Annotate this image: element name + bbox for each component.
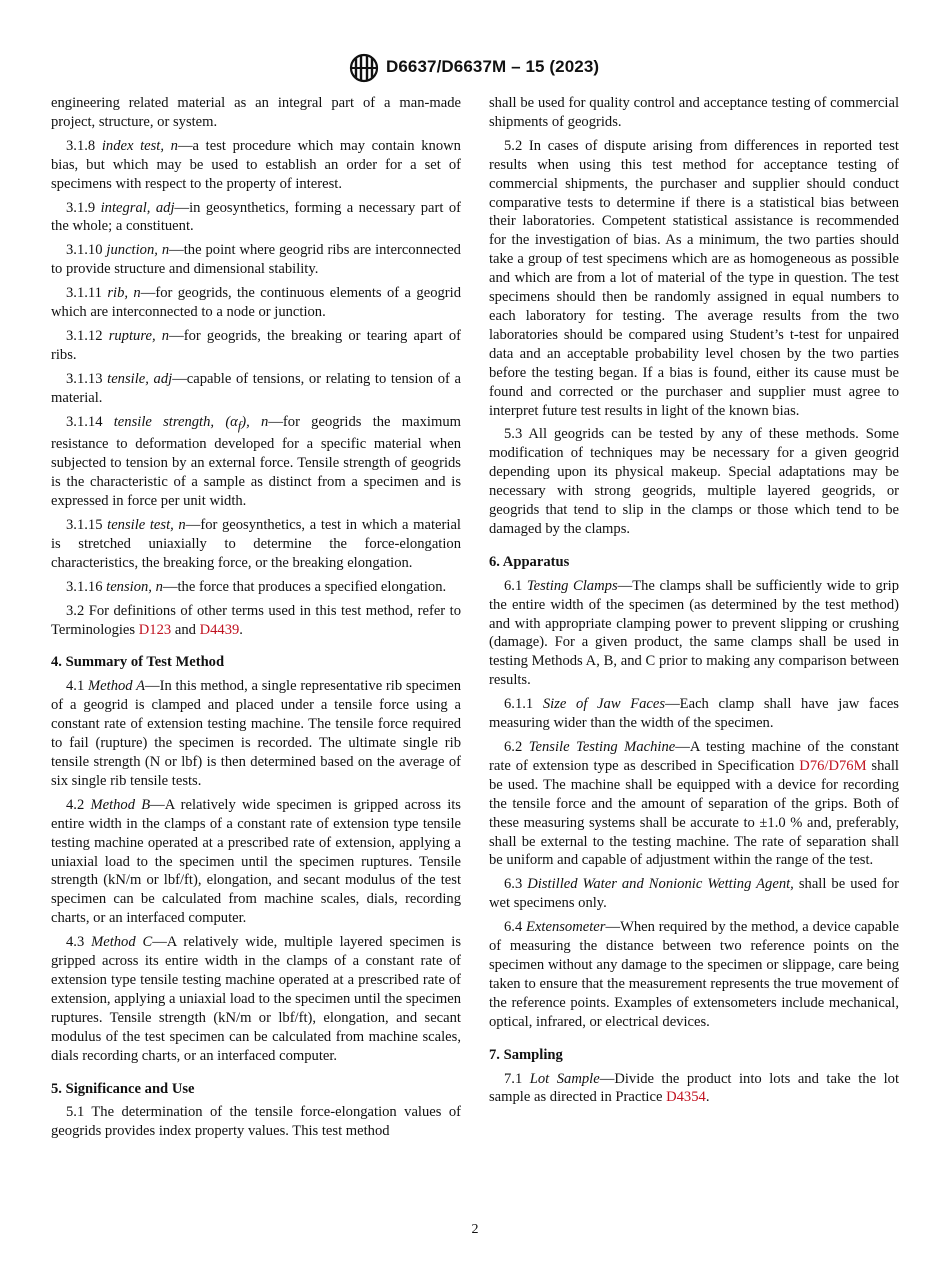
- paragraph-5-1: 5.1 The determination of the tensile force-elongation values of geogrids provides index property values. This test method: [51, 1104, 461, 1140]
- definition-3-1-11: 3.1.11 rib, n—for geogrids, the continuous elements of a geogrid which are interconnected to a node or junction.: [51, 285, 461, 321]
- definition-3-1-16: 3.1.16 tension, n—the force that produces a specified elongation.: [66, 578, 447, 595]
- document-designation: D6637/D6637M – 15 (2023): [386, 57, 600, 76]
- definition-3-1-13: 3.1.13 tensile, adj—capable of tensions, or relating to tension of a material.: [51, 370, 462, 406]
- definition-3-1-9: 3.1.9 integral, adj—in geosynthetics, forming a necessary part of the whole; a constituent.: [51, 199, 461, 235]
- paragraph-6-3: 6.3 Distilled Water and Nonionic Wetting Agent, shall be used for wet specimens only.: [489, 876, 900, 912]
- paragraph-5-3: 5.3 All geogrids can be tested by any of these methods. Some modification of techniques may be necessary for a given geogrid depending upon its physical makeup. Special adaptations may be necessary with strong geogrids, multiple layered geogrids, or geogrids that tend to slip in the clamps or those which tend to be damaged by the clamps.: [489, 426, 899, 537]
- paragraph-4-2: 4.2 Method B—A relatively wide specimen is gripped across its entire width in the clamps of a constant rate of extension type tensile testing machine operated at a prescribed rate of extension, applying a uniaxial load to the specimen until the specimen ruptures. Tensile strength (kN/m or lbf/ft), elongation, and secant modulus of the test specimen can be calculated from machine scales, dials, recording charts, or an interfaced computer.: [51, 796, 461, 927]
- paragraph-6-1: 6.1 Testing Clamps—The clamps shall be sufficiently wide to grip the entire width of the specimen (as determined by the test method) and with appropriate clamping power to prevent slipping or crushing (damage). For a given product, the same clamps shall be used in testing Methods A, B, and C prior to making any comparison between results.: [489, 577, 899, 689]
- paragraph-6-4: 6.4 Extensometer—When required by the method, a device capable of measuring the distance between two reference points on the specimen without any damage to the specimen or slippage, care being taken to ensure that the measurement represents the true movement of the reference points. Examples of extensometers include mechanical, optical, infrared, or electrical devices.: [489, 919, 899, 1030]
- page-number: 2: [471, 1222, 479, 1237]
- section-heading-5: 5. Significance and Use: [51, 1080, 195, 1097]
- paragraph-6-2: 6.2 Tensile Testing Machine—A testing machine of the constant rate of extension type as described in Specification D76/D76M shall be used. The machine shall be equipped with a device for recording the tensile force and the amount of separation of the grips. Both of these measuring systems shall be accurate to ±1.0 % and, preferably, shall be external to the testing machine. The rate of separation shall be uniform and capable of adjustment within the range of the test.: [489, 739, 899, 869]
- definition-3-1-14: 3.1.14 tensile strength, $(\alpha_f)$, n—for geogrids the maximum resistance to deformation developed for a specific material when subjected to tension by an external force. Tensile strength of geogrids is the characteristic of a sample as distinct from a specimen and is expressed in force per unit width.: [51, 413, 461, 510]
- right-column: [489, 94, 899, 1112]
- definition-3-1-10: 3.1.10 junction, n—the point where geogrid ribs are interconnected to provide structure and dimensional stability.: [51, 242, 461, 278]
- ref-link-d76[interactable]: D76/D76M: [799, 757, 867, 774]
- ref-link-d4439[interactable]: D4439: [199, 621, 240, 638]
- paragraph-4-3: 4.3 Method C—A relatively wide, multiple layered specimen is gripped across its entire width in the clamps of a constant rate of extension type tensile testing machine operated at a prescribed rate of extension, applying a uniaxial load to the specimen until the specimen ruptures. Tensile strength (kN/m or lbf/ft), elongation, and secant modulus of the test specimen can be calculated from machine scales, dials recording charts, or an interfaced computer.: [51, 934, 461, 1064]
- left-column: [51, 94, 461, 1146]
- definition-3-1-8: 3.1.8 index test, n—a test procedure which may contain known bias, but which may be used to establish an order for a set of specimens with respect to the property of interest.: [51, 137, 461, 192]
- paragraph-continued: engineering related material as an integral part of a man-made project, structure, or system.: [51, 95, 461, 130]
- paragraph-continued: shall be used for quality control and acceptance testing of commercial shipments of geogrids.: [489, 95, 899, 130]
- paragraph-4-1: 4.1 Method A—In this method, a single representative rib specimen of a geogrid is clamped and placed under a tensile force using a constant rate of extension testing machine. The tensile force required to fail (rupture) the specimen is recorded. The ultimate single rib tensile strength (N or lbf) is then determined based on the average of six single rib tensile tests.: [51, 678, 461, 789]
- paragraph-7-1: 7.1 Lot Sample—Divide the product into lots and take the lot sample as directed in Practice D4354.: [489, 1070, 900, 1106]
- paragraph-6-1-1: 6.1.1 Size of Jaw Faces—Each clamp shall have jaw faces measuring wider than the width of the specimen.: [489, 696, 899, 732]
- ref-link-d4354[interactable]: D4354: [666, 1089, 706, 1106]
- paragraph-3-2: 3.2 For definitions of other terms used in this test method, refer to Terminologies D123 and D4439.: [51, 602, 461, 638]
- ref-link-d123[interactable]: D123: [138, 621, 172, 638]
- definition-3-1-12: 3.1.12 rupture, n—for geogrids, the breaking or tearing apart of ribs.: [51, 327, 461, 363]
- page-header: [0, 50, 950, 90]
- paragraph-5-2: 5.2 In cases of dispute arising from differences in reported test results when using this test method for acceptance testing of commercial shipments, the purchaser and supplier should conduct comparative tests to determine if there is a statistical bias between their laboratories. Competent statistical assistance is recommended for the investigation of bias. As a minimum, the two parties should take a group of test specimens which are as homogeneous as possible and which are from a lot of material of the type in question. The test specimens should then be randomly assigned in equal numbers to each laboratory for testing. The average results from the two laboratories should be compared using Student’s t-test for unpaired data and an acceptable probability level chosen by the two parties before the testing began. If a bias is found, either its cause must be found and corrected or the purchaser and supplier must agree to interpret future test results in light of the known bias.: [489, 137, 899, 419]
- section-heading-7: 7. Sampling: [489, 1046, 563, 1063]
- definition-3-1-15: 3.1.15 tensile test, n—for geosynthetics, a test in which a material is stretched uniaxially to determine the force-elongation characteristics, the breaking force, or the breaking elongation.: [51, 517, 461, 571]
- section-heading-4: 4. Summary of Test Method: [51, 654, 225, 671]
- astm-logo-icon: [344, 52, 384, 84]
- section-heading-6: 6. Apparatus: [489, 553, 570, 570]
